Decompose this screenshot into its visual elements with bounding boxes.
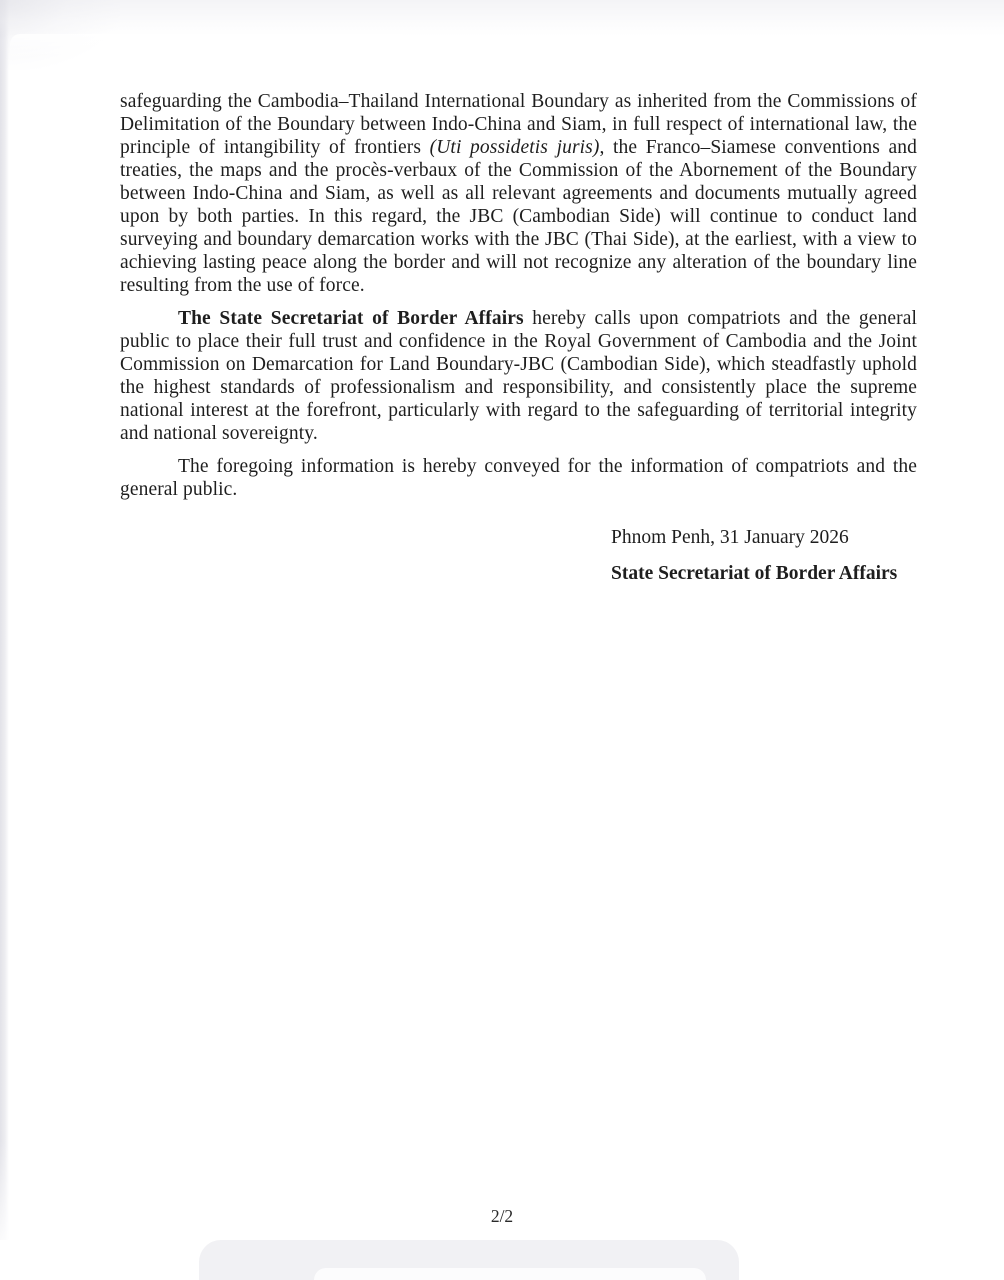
- signature-block: [611, 526, 917, 585]
- text-run-bold: The State Secretariat of Border Affairs: [178, 308, 524, 329]
- paragraph: [120, 90, 917, 297]
- document-body-text: [120, 90, 917, 501]
- text-run-normal: The foregoing information is hereby conveyed for the information of compatriots and the general public.: [120, 456, 917, 500]
- paragraph: [120, 455, 917, 501]
- scanned-page-top-highlight: [10, 34, 410, 62]
- page-number: 2/2: [490, 1206, 514, 1226]
- scanned-page-left-edge-shadow: [0, 0, 9, 1240]
- signature-signatory: State Secretariat of Border Affairs: [611, 563, 898, 584]
- document-page: [120, 90, 917, 585]
- paragraph: [120, 307, 917, 445]
- text-run-normal: hereby calls upon compatriots and the general public to place their full trust and confidence in the Royal Government of Cambodia and the Joint Commission on Demarcation for Land Boundary-JBC (Cambodian Side), which steadfastly uphold the highest standards of professionalism and responsibility, and consistently place the supreme national interest at the forefront, particularly with regard to the safeguarding of territorial integrity and national sovereignty.: [120, 308, 917, 444]
- text-run-normal: , the Franco–Siamese conventions and treaties, the maps and the procès-verbaux of the Commission of the Abornement of the Boundary between Indo-China and Siam, as well as all relevant agreements and documents mutually agreed upon by both parties. In this regard, the JBC (Cambodian Side) will continue to conduct land surveying and boundary demarcation works with the JBC (Thai Side), at the earliest, with a view to achieving lasting peace along the border and will not recognize any alteration of the boundary line resulting from the use of force.: [120, 137, 917, 296]
- scanned-page-top-shade: [0, 0, 1004, 36]
- scanned-page-bottom-card-edge: [314, 1268, 706, 1280]
- text-run-italic: (Uti possidetis juris): [429, 137, 600, 158]
- signature-place-date: Phnom Penh, 31 January 2026: [611, 527, 849, 548]
- text-run-normal: safeguarding the Cambodia–Thailand International Boundary as inherited from the Commissions of Delimitation of the Boundary between Indo-China and Siam, in full respect of international law, the principle of intangibility of frontiers: [120, 91, 917, 158]
